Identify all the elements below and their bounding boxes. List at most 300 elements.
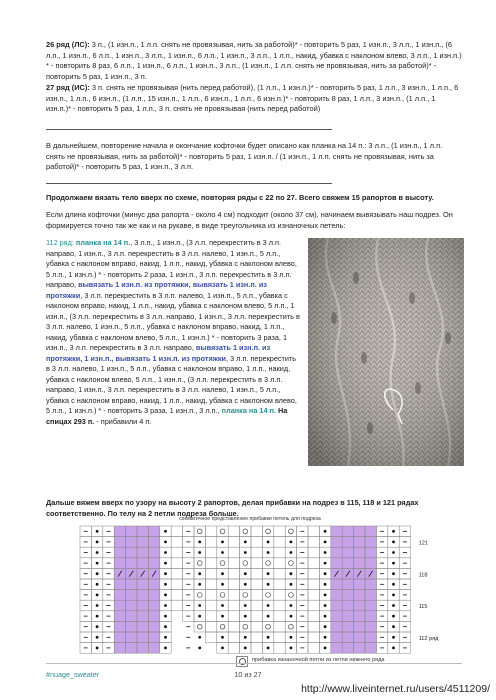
purl-dot — [164, 625, 167, 628]
grid-cell — [274, 558, 285, 569]
purple-cell — [126, 579, 137, 590]
grid-cell — [205, 590, 216, 601]
purple-cell — [342, 558, 353, 569]
purl-dot — [164, 636, 167, 639]
purl-dot — [221, 551, 224, 554]
purple-cell — [331, 643, 342, 654]
grid-cell — [228, 643, 239, 654]
purple-cell — [331, 632, 342, 643]
purple-cell — [114, 579, 125, 590]
purl-dot — [244, 583, 247, 586]
purl-dot — [324, 647, 327, 650]
purl-dot — [164, 572, 167, 575]
grid-cell — [171, 590, 182, 601]
plank-start: планка на 14 п. — [75, 238, 131, 247]
grid-cell — [251, 632, 262, 643]
purple-cell — [365, 590, 376, 601]
purple-cell — [126, 526, 137, 537]
purple-cell — [354, 590, 365, 601]
purl-dot — [96, 572, 99, 575]
grid-cell — [308, 547, 319, 558]
grid-cell — [228, 579, 239, 590]
grid-cell — [171, 526, 182, 537]
purple-cell — [148, 558, 159, 569]
purl-dot — [267, 583, 270, 586]
grid-cell — [274, 621, 285, 632]
grid-cell — [228, 537, 239, 548]
grid-cell — [251, 547, 262, 558]
purl-dot — [392, 551, 395, 554]
purl-dot — [198, 604, 201, 607]
purl-dot — [392, 647, 395, 650]
purple-cell — [114, 632, 125, 643]
purl-dot — [267, 541, 270, 544]
purple-cell — [148, 579, 159, 590]
grid-cell — [274, 632, 285, 643]
purple-cell — [354, 579, 365, 590]
row-27-label: 27 ряд (ИС): — [46, 83, 90, 92]
purple-cell — [114, 600, 125, 611]
purl-dot — [198, 572, 201, 575]
purple-cell — [126, 611, 137, 622]
purl-dot — [221, 572, 224, 575]
purple-cell — [365, 643, 376, 654]
row-label: 118 — [418, 572, 428, 579]
row-112-instructions — [46, 238, 300, 427]
purl-dot — [96, 530, 99, 533]
grid-cell — [308, 643, 319, 654]
grid-cell — [274, 579, 285, 590]
chart-caption: схематичное представление прибавки петель для подреза — [179, 516, 321, 522]
purl-dot — [164, 604, 167, 607]
grid-cell — [251, 590, 262, 601]
grid-cell — [308, 537, 319, 548]
purple-cell — [342, 547, 353, 558]
grid-cell — [251, 643, 262, 654]
purl-dot — [221, 615, 224, 618]
purl-dot — [267, 615, 270, 618]
grid-cell — [205, 547, 216, 558]
pull-through-2: вывязать 1 изн.п. из протяжки, 1 изн.п., вывязать 1 изн.п. из протяжки — [46, 343, 271, 363]
grid-cell — [251, 526, 262, 537]
purple-cell — [354, 558, 365, 569]
grid-cell — [274, 590, 285, 601]
purple-cell — [342, 526, 353, 537]
divider-mid — [46, 183, 332, 184]
grid-cell — [262, 526, 273, 537]
grid-cell — [205, 621, 216, 632]
grid-cell — [217, 621, 228, 632]
grid-cell — [308, 621, 319, 632]
grid-cell — [171, 558, 182, 569]
hashtag[interactable]: #nuage_sweater — [46, 670, 100, 679]
purple-cell — [137, 526, 148, 537]
purple-cell — [354, 537, 365, 548]
purl-dot — [290, 615, 293, 618]
grid-cell — [274, 600, 285, 611]
purple-cell — [137, 632, 148, 643]
purple-cell — [342, 611, 353, 622]
row-label: 115 — [418, 604, 428, 611]
purple-cell — [148, 600, 159, 611]
grid-cell — [262, 621, 273, 632]
yarn-over-circle — [266, 561, 271, 566]
row-label: 121 — [418, 540, 428, 547]
purple-cell — [354, 600, 365, 611]
yarn-over-circle — [289, 561, 294, 566]
purl-dot — [221, 636, 224, 639]
purple-cell — [365, 600, 376, 611]
row-112-text-5: - прибавили 4 п. — [94, 416, 152, 426]
row-27-text: 3 п. снять не провязывая (нить перед работой), (1 л.п., 1 изн.п.)* - повторить 5 раз, 1 л.п., 3 изн.п., 1 л.п., 6 изн.п., 1 л.п., 6 изн.п., (1 л.п., 15 изн.п., 1 л.п., 6 изн.п., 1 л.п., 6 изн.п.)* - повторить 8 раз, 1 л.п., 3 изн.п., (1 л.п., 1 изн.п.)* - повторить 5 раз, 1 л.п., 3 п. снять не провязывая (нить перед работой) — [46, 83, 459, 114]
purl-dot — [290, 572, 293, 575]
purl-dot — [290, 551, 293, 554]
purple-cell — [331, 537, 342, 548]
chart-grid — [60, 524, 460, 654]
purple-cell — [148, 621, 159, 632]
purl-dot — [392, 562, 395, 565]
yarn-over-circle — [289, 624, 294, 629]
grid-cell — [171, 568, 182, 579]
purple-cell — [126, 537, 137, 548]
purple-cell — [342, 632, 353, 643]
purple-cell — [331, 590, 342, 601]
row-27-paragraph — [46, 83, 462, 115]
purl-dot — [392, 594, 395, 597]
yarn-over-circle — [197, 529, 202, 534]
footer-line — [46, 663, 462, 664]
grid-cell — [228, 590, 239, 601]
purple-cell — [126, 558, 137, 569]
grid-cell — [228, 600, 239, 611]
grid-cell — [205, 537, 216, 548]
purple-cell — [114, 611, 125, 622]
purl-dot — [392, 615, 395, 618]
grid-cell — [228, 526, 239, 537]
purl-dot — [198, 647, 201, 650]
purple-cell — [342, 590, 353, 601]
grid-cell — [274, 547, 285, 558]
purple-cell — [126, 600, 137, 611]
purl-dot — [198, 551, 201, 554]
row-112-label: 112 ряд: — [46, 238, 74, 247]
grid-cell — [251, 537, 262, 548]
purl-dot — [164, 615, 167, 618]
purl-dot — [96, 636, 99, 639]
grid-cell — [205, 600, 216, 611]
yarn-over-circle — [243, 529, 248, 534]
grid-cell — [228, 621, 239, 632]
purple-cell — [148, 547, 159, 558]
grid-cell — [240, 621, 251, 632]
continue-paragraph: В дальнейшем, повторение начала и окончание кофточки будет описано как планка на 14 п.: 3 л.п., (1 изн.п., 1 л.п. снять не провязывая, нить за работой)* - повторить 5 раз, 1 изн.п. / (1 изн.п., 1 л.п. снять не провязывая, нить за работой)* - повторить 5 раз, 1 изн.п., 3 л.п. — [46, 141, 443, 172]
grid-cell — [240, 526, 251, 537]
purple-cell — [365, 632, 376, 643]
purple-cell — [331, 611, 342, 622]
source-url[interactable]: http://www.liveinternet.ru/users/4511209/ — [301, 683, 490, 695]
purple-cell — [126, 632, 137, 643]
grid-cell — [274, 526, 285, 537]
purl-dot — [244, 551, 247, 554]
purple-cell — [354, 643, 365, 654]
purple-cell — [354, 611, 365, 622]
grid-cell — [205, 568, 216, 579]
grid-cell — [262, 558, 273, 569]
grid-cell — [285, 621, 296, 632]
purl-dot — [96, 625, 99, 628]
purl-dot — [392, 541, 395, 544]
purl-dot — [392, 530, 395, 533]
grid-cell — [171, 579, 182, 590]
purple-cell — [114, 558, 125, 569]
purple-cell — [137, 600, 148, 611]
purl-dot — [324, 541, 327, 544]
purl-dot — [324, 636, 327, 639]
grid-cell — [194, 526, 205, 537]
grid-cell — [205, 611, 216, 622]
row-label: 112 ряд — [418, 635, 439, 642]
grid-cell — [251, 621, 262, 632]
purl-dot — [324, 604, 327, 607]
grid-cell — [171, 600, 182, 611]
purple-cell — [126, 547, 137, 558]
purple-cell — [331, 579, 342, 590]
purl-dot — [96, 551, 99, 554]
purple-cell — [331, 621, 342, 632]
purl-dot — [164, 562, 167, 565]
purple-cell — [148, 632, 159, 643]
purple-cell — [137, 537, 148, 548]
legend-symbol-box — [236, 656, 248, 667]
purl-dot — [324, 615, 327, 618]
grid-cell — [308, 600, 319, 611]
purple-cell — [331, 600, 342, 611]
purple-cell — [126, 643, 137, 654]
row-26-label: 26 ряд (ЛС): — [46, 40, 90, 49]
purple-cell — [114, 621, 125, 632]
purl-dot — [96, 583, 99, 586]
purl-dot — [290, 604, 293, 607]
purl-dot — [198, 615, 201, 618]
pull-through-1: вывязать 1 изн.п. из протяжки, вывязать 1 изн.п. из протяжки — [46, 280, 267, 300]
purple-cell — [114, 590, 125, 601]
grid-cell — [308, 526, 319, 537]
grid-cell — [262, 590, 273, 601]
purl-dot — [96, 594, 99, 597]
purple-cell — [342, 579, 353, 590]
purl-dot — [96, 647, 99, 650]
grid-cell — [308, 568, 319, 579]
purple-cell — [365, 537, 376, 548]
purple-cell — [148, 537, 159, 548]
purple-cell — [148, 590, 159, 601]
yarn-over-circle — [266, 529, 271, 534]
purple-cell — [137, 611, 148, 622]
grid-cell — [251, 558, 262, 569]
purple-cell — [137, 579, 148, 590]
purple-cell — [331, 547, 342, 558]
grid-cell — [251, 600, 262, 611]
purl-dot — [244, 604, 247, 607]
purl-dot — [324, 583, 327, 586]
purl-dot — [267, 636, 270, 639]
purl-dot — [164, 541, 167, 544]
purl-dot — [244, 647, 247, 650]
purl-dot — [392, 583, 395, 586]
purple-cell — [126, 590, 137, 601]
grid-cell — [308, 579, 319, 590]
yarn-over-circle — [243, 624, 248, 629]
row-26-paragraph — [46, 40, 462, 82]
purl-dot — [198, 541, 201, 544]
purl-dot — [392, 604, 395, 607]
grid-cell — [274, 611, 285, 622]
yarn-over-circle — [243, 593, 248, 598]
grid-cell — [205, 579, 216, 590]
grid-cell — [240, 590, 251, 601]
purl-dot — [96, 562, 99, 565]
grid-cell — [228, 547, 239, 558]
purl-dot — [164, 594, 167, 597]
purl-dot — [290, 583, 293, 586]
purple-cell — [354, 547, 365, 558]
grid-cell — [251, 611, 262, 622]
purl-dot — [324, 625, 327, 628]
grid-cell — [285, 558, 296, 569]
grid-cell — [274, 643, 285, 654]
purl-dot — [244, 615, 247, 618]
grid-cell — [228, 611, 239, 622]
purl-dot — [164, 647, 167, 650]
purple-cell — [354, 526, 365, 537]
purple-cell — [342, 621, 353, 632]
purple-cell — [365, 526, 376, 537]
grid-cell — [308, 611, 319, 622]
purl-dot — [164, 530, 167, 533]
yarn-over-circle — [220, 561, 225, 566]
purl-dot — [221, 541, 224, 544]
row-26-text: 3 п., (1 изн.п., 1 л.п. снять не провязывая, нить за работой)* - повторить 5 раз, 1 изн.п., 3 л.п., 1 изн.п., (6 л.п., 1 изн.п., 6 л.п., 1 изн.п., 3 л.п., 1 изн.п., 6 л.п., 1 изн.п., 3 л.п., 1 л.п., накид, убавка с наклоном влево, 3 л.п., 1 изн.п.) * - повторить 8 раз, 6 л.п., 1 изн.п., 6 л.п., 1 изн.п., 3 л.п., (1 изн.п., 1 л.п. снять не провязывая, нить за работой)* - повторить 5 раз, 1 изн.п., 3 п. — [46, 40, 462, 81]
purple-cell — [365, 579, 376, 590]
grid-cell — [285, 526, 296, 537]
purple-cell — [331, 526, 342, 537]
purl-dot — [392, 625, 395, 628]
grid-cell — [228, 568, 239, 579]
purple-cell — [114, 526, 125, 537]
purple-cell — [114, 643, 125, 654]
divider-top — [46, 129, 332, 130]
purl-dot — [244, 636, 247, 639]
purl-dot — [198, 636, 201, 639]
purl-dot — [96, 541, 99, 544]
yarn-over-circle — [220, 624, 225, 629]
yarn-over-circle — [266, 593, 271, 598]
purl-dot — [324, 551, 327, 554]
grid-cell — [205, 632, 216, 643]
purl-dot — [267, 572, 270, 575]
purl-dot — [96, 615, 99, 618]
purl-dot — [244, 572, 247, 575]
row-112-text-2: , 3 л.п. перекрестить в 3 л.п. налево, 1 изн.п., 5 л.п., убавка с наклоном вправо, накид, 1 л.п., накид, убавка с наклоном влево, 5 л.п., 1 изн.п., (3 л.п. перекрестить в 3 л.п. направо, 1 изн.п., 3 л.п. перекрестить в 3 л.п. налево, 1 изн.п., 5 л.п., убавка с наклоном вправо, накид, 1 л.п., накид, убавка с наклоном влево, 5 л.п., 1 изн.п.) * - повторить 3 раза, 1 изн.п., 3 л.п. перекрестить в 3 л.п. направо, — [46, 290, 300, 352]
grid-cell — [228, 632, 239, 643]
plank-end: планка на 14 п. — [221, 406, 276, 415]
grid-cell — [308, 590, 319, 601]
grid-cell — [205, 558, 216, 569]
purl-dot — [324, 530, 327, 533]
purl-dot — [290, 541, 293, 544]
purl-dot — [392, 572, 395, 575]
grid-cell — [308, 558, 319, 569]
grid-cell — [285, 590, 296, 601]
row-112-text-1: , 3 л.п., 1 изн.п., (3 л.п. перекрестить в 3 л.п. направо, 1 изн.п., 3 л.п. перекрестить в 3 л.п. налево, 1 изн.п., 5 л.п., убавка с наклоном вправо, накид, 1 л.п., накид, убавка с наклоном влево, 5 л.п., 1 изн.п.) * - повторить 2 раза, 1 изн.п., 3 л.п. перекрестить в 3 л.п. направо, — [46, 238, 297, 289]
yarn-over-circle — [220, 593, 225, 598]
purple-cell — [148, 611, 159, 622]
purl-dot — [164, 551, 167, 554]
legend-text: прибавка изнаночной петли из петли нижнего ряда — [252, 657, 385, 663]
purl-dot — [221, 583, 224, 586]
purl-dot — [392, 636, 395, 639]
purple-cell — [137, 643, 148, 654]
purple-cell — [365, 547, 376, 558]
purple-cell — [342, 600, 353, 611]
purl-dot — [96, 604, 99, 607]
purple-cell — [114, 537, 125, 548]
grid-cell — [194, 621, 205, 632]
purple-cell — [354, 621, 365, 632]
purl-dot — [198, 583, 201, 586]
yarn-over-circle — [289, 593, 294, 598]
yarn-over-circle — [197, 593, 202, 598]
yarn-over-circle — [220, 529, 225, 534]
grid-cell — [171, 537, 182, 548]
purple-cell — [137, 558, 148, 569]
purl-dot — [221, 604, 224, 607]
grid-cell — [194, 558, 205, 569]
grid-cell — [205, 526, 216, 537]
purple-cell — [126, 621, 137, 632]
purple-cell — [137, 547, 148, 558]
grid-cell — [274, 568, 285, 579]
yarn-over-circle — [266, 624, 271, 629]
next-step-paragraph: Дальше вяжем вверх по узору на высоту 2 рапортов, делая прибавки на подрез в 115, 118 и 121 рядах соответственно. По телу на 2 петли подреза больше. — [46, 498, 419, 518]
grid-cell — [217, 590, 228, 601]
yarn-over-circle — [289, 529, 294, 534]
stitch-count: На спицах 293 п. — [46, 406, 288, 426]
grid-cell — [240, 558, 251, 569]
grid-cell — [251, 579, 262, 590]
purl-dot — [267, 551, 270, 554]
purple-cell — [365, 621, 376, 632]
grid-cell — [228, 558, 239, 569]
grid-cell — [217, 526, 228, 537]
purple-cell — [137, 621, 148, 632]
purple-cell — [148, 643, 159, 654]
body-paragraph: Продолжаем вязать тело вверх по схеме, повторяя ряды с 22 по 27. Всего свяжем 15 рапортов в высоту. — [46, 193, 434, 202]
purple-cell — [137, 590, 148, 601]
purple-cell — [342, 643, 353, 654]
yarn-over-circle — [197, 624, 202, 629]
purple-cell — [365, 558, 376, 569]
purl-dot — [221, 647, 224, 650]
purple-cell — [354, 632, 365, 643]
purple-cell — [365, 611, 376, 622]
purple-cell — [342, 537, 353, 548]
knitted-fabric-photo — [308, 238, 464, 466]
grid-cell — [274, 537, 285, 548]
purl-dot — [324, 594, 327, 597]
grid-cell — [171, 547, 182, 558]
row-112-text-3: , 3 л.п. перекрестить в 3 л.п. налево, 1 изн.п., 5 л.п., убавка с наклоном вправо, 1 л.п., накид, убавка с наклоном влево, 5 л.п., 1 изн.п., (3 л.п. перекрестить в 3 л.п. направо, 1 изн.п., 3 л.п. перекрестить в 3 л.п. налево, 1 изн.п., 5 л.п., убавка с наклоном вправо, накид, 1 л.п., накид, убавка с наклоном влево, 5 л.п., 1 изн.п.) * - повторить 3 раза, 1 изн.п., 3 л.п., — [46, 353, 297, 415]
